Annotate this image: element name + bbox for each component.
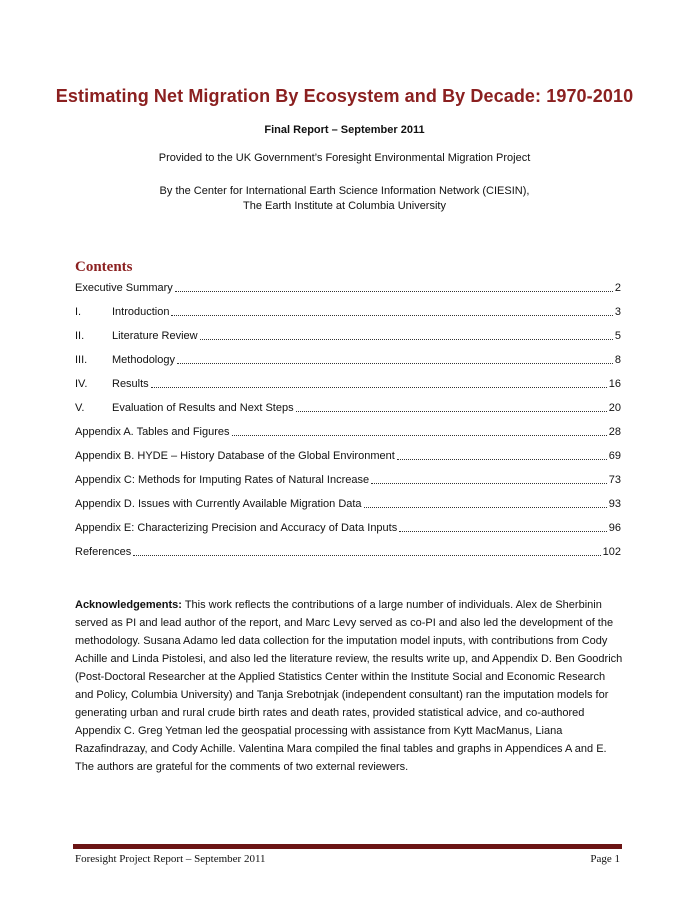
acknowledgements-paragraph <box>75 596 623 776</box>
acknowledgements-label: Acknowledgements: <box>75 599 182 611</box>
byline-line-1: By the Center for International Earth Science Information Network (CIESIN), <box>159 185 530 197</box>
toc-entry[interactable] <box>75 343 621 367</box>
toc-entry-page: 73 <box>608 474 621 486</box>
toc-entry-number: V. <box>75 402 85 414</box>
toc-entry-page: 20 <box>608 402 621 414</box>
toc-entry[interactable] <box>75 439 621 463</box>
toc-entry-label: Appendix D. Issues with Currently Available Migration Data <box>75 498 362 510</box>
toc-entry-page: 102 <box>602 546 621 558</box>
toc-dot-leader <box>200 339 613 340</box>
toc-entry[interactable] <box>75 391 621 415</box>
report-title: Estimating Net Migration By Ecosystem and By Decade: 1970-2010 <box>55 86 634 106</box>
toc-entry-label: Appendix C: Methods for Imputing Rates of Natural Increase <box>75 474 370 486</box>
toc-entry[interactable] <box>75 535 621 559</box>
toc-entry-page: 16 <box>608 378 621 390</box>
toc-dot-leader <box>177 363 613 364</box>
toc-entry-label: Executive Summary <box>75 282 173 294</box>
toc-entry[interactable] <box>75 319 621 343</box>
footer-report-name: Foresight Project Report – September 2011 <box>75 853 266 865</box>
toc-dot-leader <box>151 387 607 388</box>
toc-entry-label: Literature Review <box>112 330 198 342</box>
footer-page-number: Page 1 <box>590 853 620 865</box>
toc-entry[interactable] <box>75 463 621 487</box>
toc-dot-leader <box>232 435 607 436</box>
toc-entry-label: References <box>75 546 132 558</box>
provided-to-line: Provided to the UK Government’s Foresight Environmental Migration Project <box>158 152 531 164</box>
footer-rule <box>73 844 622 849</box>
byline-line-2: The Earth Institute at Columbia University <box>243 200 446 212</box>
toc-entry-label: Methodology <box>112 354 175 366</box>
toc-entry-label: Appendix B. HYDE – History Database of the Global Environment <box>75 450 395 462</box>
toc-dot-leader <box>133 555 600 556</box>
toc-entry-number: I. <box>75 306 82 318</box>
toc-dot-leader <box>399 531 607 532</box>
toc-entry-number: II. <box>75 330 85 342</box>
toc-dot-leader <box>397 459 607 460</box>
toc-entry[interactable] <box>75 487 621 511</box>
toc-dot-leader <box>364 507 607 508</box>
byline <box>0 184 689 214</box>
toc-entry-label: Appendix E: Characterizing Precision and Accuracy of Data Inputs <box>75 522 398 534</box>
toc-entry-page: 5 <box>614 330 621 342</box>
toc-entry[interactable] <box>75 367 621 391</box>
report-subtitle: Final Report – September 2011 <box>264 124 425 136</box>
toc-entry-page: 2 <box>614 282 621 294</box>
toc-entry[interactable] <box>75 295 621 319</box>
toc-dot-leader <box>171 315 612 316</box>
toc-entry[interactable] <box>75 279 621 295</box>
toc-entry-number: III. <box>75 354 88 366</box>
toc-entry-label: Results <box>112 378 149 390</box>
toc-entry[interactable] <box>75 415 621 439</box>
toc-dot-leader <box>296 411 607 412</box>
toc-entry-number: IV. <box>75 378 88 390</box>
toc-entry-page: 8 <box>614 354 621 366</box>
toc-dot-leader <box>371 483 607 484</box>
acknowledgements-text: This work reflects the contributions of a large number of individuals. Alex de Sherbinin served as PI and lead author of the report, and Marc Levy served as co-PI and also led the development of the methodology. Susana Adamo led data collection for the imputation model inputs, with contributions from Cody Achille and Linda Pistolesi, and also led the literature review, the results write up, and Appendix D. Ben Goodrich (Post-Doctoral Researcher at the Applied Statistics Center within the Institute Social and Economic Research and Policy, Columbia University) and Tanja Srebotnjak (independent consultant) ran the imputation models for generating urban and rural crude birth rates and death rates, provided statistical advice, and co-authored Appendix C. Greg Yetman led the geospatial processing with assistance from Kytt MacManus, Liana Razafindrazay, and Cody Achille. Valentina Mara compiled the final tables and graphs in Appendices A and E. The authors are grateful for the comments of two external reviewers. <box>75 599 623 773</box>
table-of-contents <box>75 279 621 559</box>
contents-heading: Contents <box>75 259 133 275</box>
toc-dot-leader <box>175 291 613 292</box>
toc-entry-page: 69 <box>608 450 621 462</box>
toc-entry[interactable] <box>75 511 621 535</box>
toc-entry-page: 96 <box>608 522 621 534</box>
toc-entry-page: 93 <box>608 498 621 510</box>
toc-entry-page: 3 <box>614 306 621 318</box>
toc-entry-label: Introduction <box>112 306 170 318</box>
toc-entry-label: Evaluation of Results and Next Steps <box>112 402 294 414</box>
toc-entry-label: Appendix A. Tables and Figures <box>75 426 230 438</box>
toc-entry-page: 28 <box>608 426 621 438</box>
